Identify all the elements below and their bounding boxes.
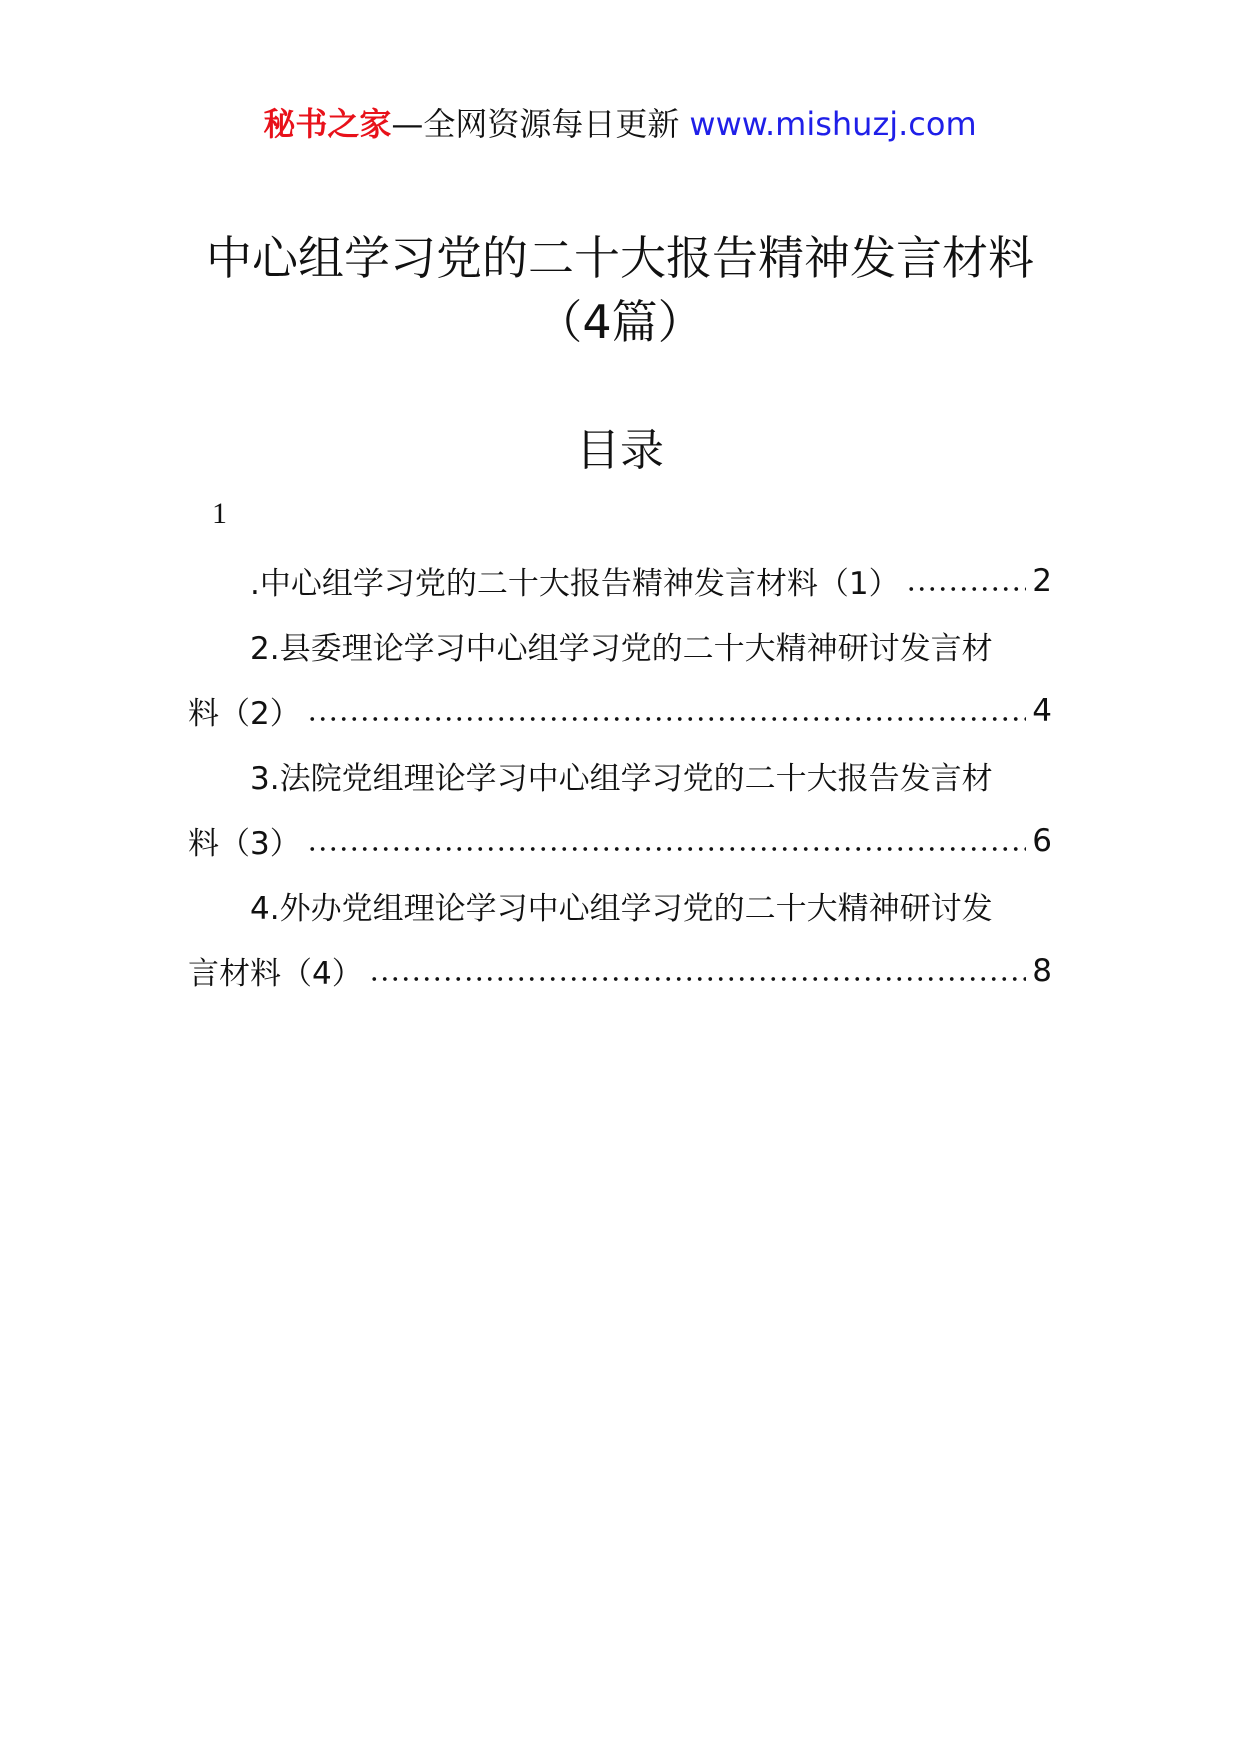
brand-name: 秘书之家	[263, 105, 392, 143]
toc-entry-row	[188, 873, 1052, 938]
table-of-contents	[188, 548, 1052, 1003]
toc-entry-title: 2.县委理论学习中心组学习党的二十大精神研讨发言材	[250, 631, 993, 667]
toc-dot-leader	[307, 846, 1027, 852]
toc-entry-row	[188, 613, 1052, 678]
toc-entry-4[interactable]	[188, 873, 1052, 1003]
toc-page-number: 6	[1032, 822, 1052, 859]
toc-page-number: 4	[1032, 692, 1052, 729]
toc-entry-title-continued: 料（3）	[188, 826, 301, 862]
toc-marker: 1	[212, 497, 227, 530]
toc-entry-3[interactable]	[188, 743, 1052, 873]
toc-entry-2[interactable]	[188, 613, 1052, 743]
toc-dot-leader	[906, 586, 1027, 592]
document-title	[0, 226, 1240, 354]
toc-entry-1[interactable]	[188, 548, 1052, 613]
toc-entry-row	[188, 678, 1052, 743]
toc-entry-row	[188, 808, 1052, 873]
document-title-line-1: 中心组学习党的二十大报告精神发言材料	[206, 231, 1034, 285]
toc-entry-row	[188, 743, 1052, 808]
toc-page-number: 2	[1032, 562, 1052, 599]
toc-entry-title: .中心组学习党的二十大报告精神发言材料（1）	[250, 566, 900, 602]
toc-page-number: 8	[1032, 952, 1052, 989]
toc-entry-title-continued: 料（2）	[188, 696, 301, 732]
toc-entry-title: 3.法院党组理论学习中心组学习党的二十大报告发言材	[250, 761, 993, 797]
toc-entry-row	[188, 938, 1052, 1003]
header-tagline: —全网资源每日更新	[391, 105, 680, 143]
toc-heading: 目录	[576, 425, 664, 476]
document-title-line-2: （4篇）	[536, 295, 704, 349]
site-url-link[interactable]: www.mishuzj.com	[689, 105, 977, 143]
toc-entry-row	[188, 548, 1052, 613]
toc-dot-leader	[369, 976, 1027, 982]
toc-entry-title-continued: 言材料（4）	[188, 956, 363, 992]
toc-entry-title: 4.外办党组理论学习中心组学习党的二十大精神研讨发	[250, 891, 993, 927]
toc-dot-leader	[307, 716, 1027, 722]
site-header	[0, 102, 1240, 146]
